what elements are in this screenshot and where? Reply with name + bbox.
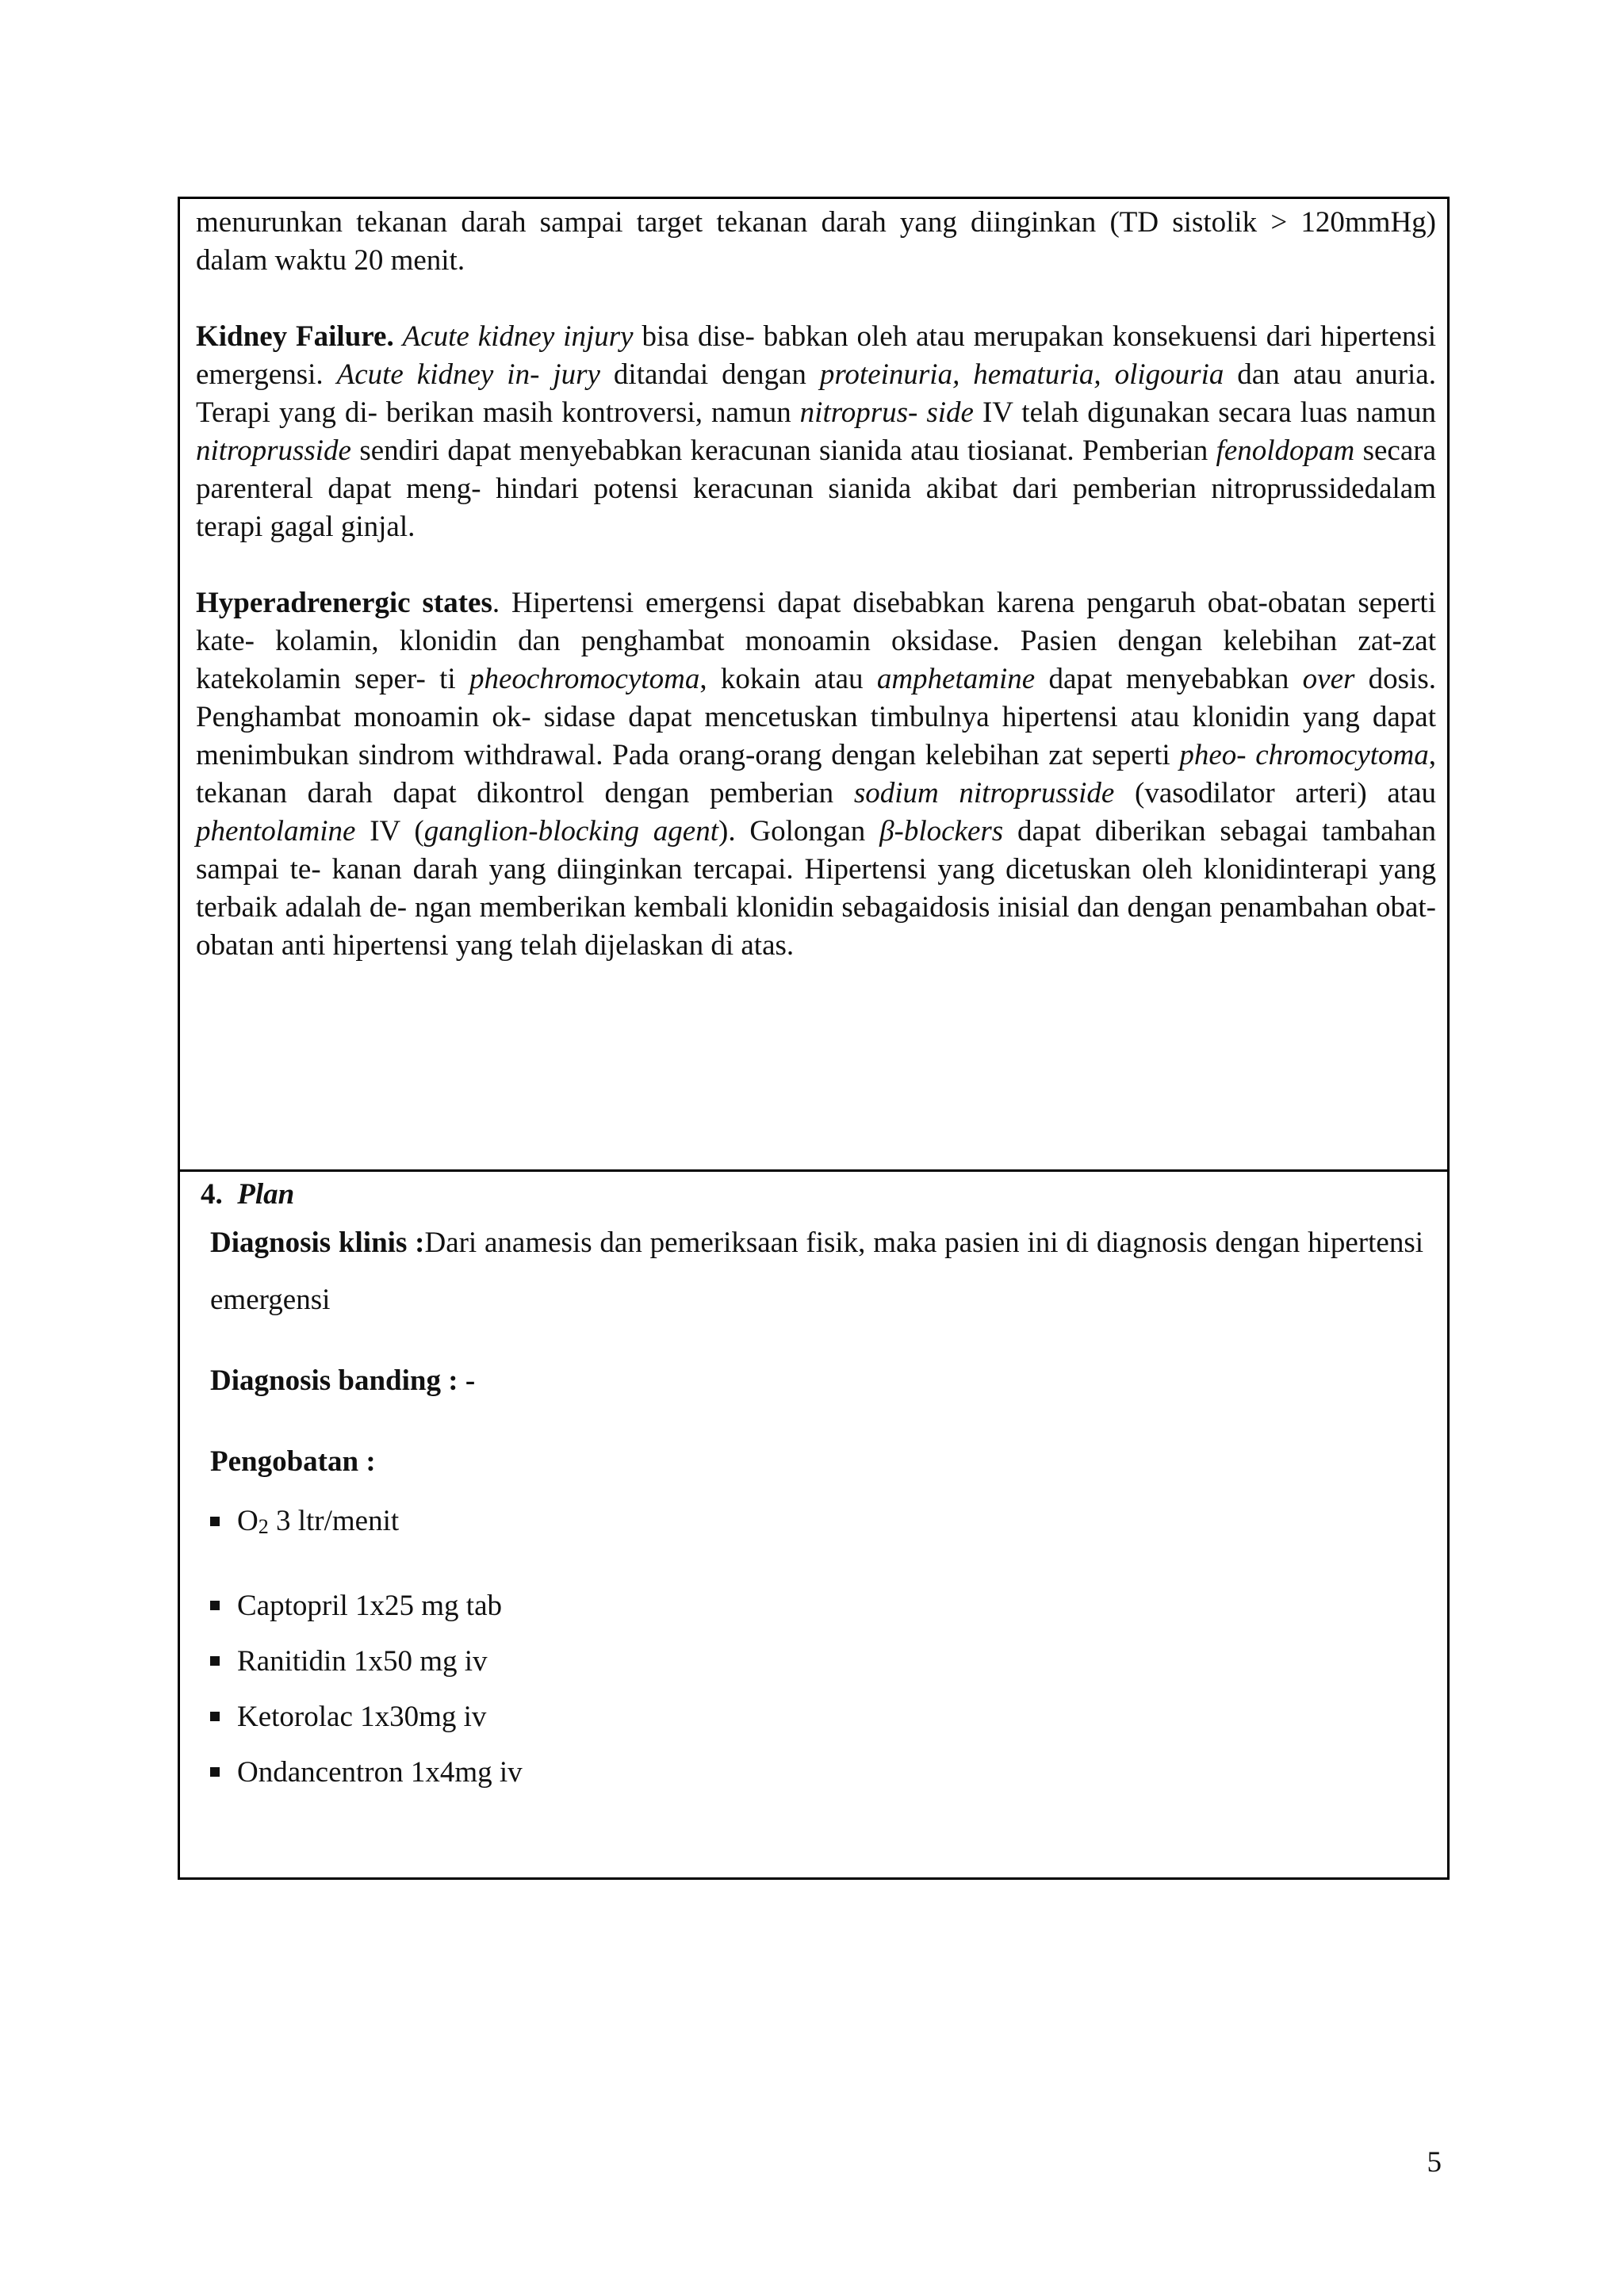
intro-paragraph: menurunkan tekanan darah sampai target tekanan darah yang diinginkan (TD sistolik > 120mmHg) dalam waktu 20 menit. bbox=[196, 206, 1436, 277]
text-run: , tekanan darah dapat dikontrol dengan pemberian bbox=[196, 739, 1437, 809]
text-run: phentolamine bbox=[196, 815, 356, 848]
text-run: , kokain atau bbox=[699, 663, 877, 695]
bullet-icon bbox=[210, 1656, 220, 1666]
text-run: dapat diberikan sebagai tambahan sampai te- kanan darah yang diinginkan tercapai. Hipertensi yang dicetuskan oleh klonidinterapi yang terbaik adalah de- ngan memberikan kembali klonidin sebagaidosis inisial dan dengan penambahan obat-obatan anti hipertensi yang telah dijelaskan di atas. bbox=[196, 815, 1436, 962]
text-run: proteinuria, hematuria, oligouria bbox=[819, 358, 1224, 391]
text-run: dosis. Penghambat monoamin ok- sidase dapat mencetuskan timbulnya hipertensi atau klonidin yang dapat menimbukan sindrom withdrawal. Pada orang-orang dengan kelebihan zat seperti bbox=[196, 663, 1437, 771]
text-run: pheochromocytoma bbox=[469, 663, 700, 695]
text-run: bisa dise- babkan oleh atau merupakan konsekuensi dari hipertensi emergensi. bbox=[196, 320, 1437, 391]
treatment-label: Pengobatan : bbox=[210, 1445, 376, 1478]
text-run: IV ( bbox=[355, 815, 424, 848]
text-run: sendiri dapat menyebabkan keracunan sianida atau tiosianat. Pemberian bbox=[350, 434, 1216, 467]
discussion-box bbox=[178, 197, 1450, 1172]
clinical-diagnosis-label: Diagnosis klinis : bbox=[210, 1226, 425, 1259]
bullet-icon bbox=[210, 1601, 220, 1610]
text-run: fenoldopam bbox=[1216, 434, 1355, 467]
plan-title: Plan bbox=[237, 1178, 295, 1211]
plan-number: 4. bbox=[201, 1178, 223, 1211]
text-run: nitroprus- side bbox=[799, 396, 974, 429]
hyperadrenergic-paragraph bbox=[196, 584, 1436, 965]
oxygen-item: $O_2$ 3 ltr/menit bbox=[237, 1505, 400, 1538]
kidney-failure-paragraph bbox=[196, 318, 1436, 546]
plan-heading bbox=[201, 1175, 1423, 1215]
treatment-list bbox=[210, 1494, 1423, 1800]
text-run: ganglion-blocking agent bbox=[423, 815, 718, 848]
text-run: over bbox=[1302, 663, 1355, 695]
text-run: dan atau anuria. Terapi yang di- berikan masih kontroversi, namun bbox=[196, 358, 1436, 429]
list-item bbox=[210, 1494, 1423, 1549]
plan-box bbox=[178, 1169, 1450, 1880]
list-item bbox=[210, 1578, 1423, 1633]
page-number: 5 bbox=[1427, 2146, 1442, 2179]
list-item bbox=[210, 1744, 1423, 1800]
text-run: β-blockers bbox=[879, 815, 1004, 848]
med-item: Ketorolac 1x30mg iv bbox=[237, 1700, 487, 1733]
differential-diagnosis: Diagnosis banding : - bbox=[210, 1364, 476, 1397]
clinical-diagnosis-text: Dari anamesis dan pemeriksaan fisik, maka pasien ini di diagnosis dengan hipertensi emergensi bbox=[210, 1226, 1424, 1316]
text-run: amphetamine bbox=[876, 663, 1036, 695]
text-run: Acute kidney injury bbox=[402, 320, 634, 353]
list-item bbox=[210, 1689, 1423, 1744]
text-run: Acute kidney in- jury bbox=[336, 358, 600, 391]
text-run: ditandai dengan bbox=[599, 358, 820, 391]
text-run: pheo- chromocytoma bbox=[1179, 739, 1429, 771]
text-run: nitroprusside bbox=[196, 434, 351, 467]
clinical-diagnosis bbox=[210, 1215, 1423, 1329]
text-run: dapat menyebabkan bbox=[1035, 663, 1303, 695]
med-item: Ranitidin 1x50 mg iv bbox=[237, 1644, 488, 1678]
text-run: (vasodilator arteri) atau bbox=[1114, 777, 1436, 809]
text-run bbox=[394, 320, 403, 353]
med-item: Ondancentron 1x4mg iv bbox=[237, 1755, 523, 1789]
med-item: Captopril 1x25 mg tab bbox=[237, 1589, 502, 1622]
text-run: secara parenteral dapat meng- hindari potensi keracunan sianida akibat dari pemberian nitroprussidedalam terapi gagal ginjal. bbox=[196, 434, 1436, 543]
text-run: Hyperadrenergic states bbox=[196, 587, 492, 619]
text-run: sodium nitroprusside bbox=[853, 777, 1115, 809]
text-run: . Hipertensi emergensi dapat disebabkan karena pengaruh obat-obatan seperti kate- kolamin, klonidin dan penghambat monoamin oksidase. Pasien dengan kelebihan zat-zat katekolamin seper- ti bbox=[196, 587, 1436, 695]
list-item bbox=[210, 1633, 1423, 1689]
bullet-icon bbox=[210, 1712, 220, 1721]
bullet-icon bbox=[210, 1767, 220, 1777]
text-run: Kidney Failure. bbox=[196, 320, 394, 353]
bullet-icon bbox=[210, 1517, 220, 1526]
text-run: ). Golongan bbox=[718, 815, 880, 848]
text-run: IV telah digunakan secara luas namun bbox=[973, 396, 1436, 429]
